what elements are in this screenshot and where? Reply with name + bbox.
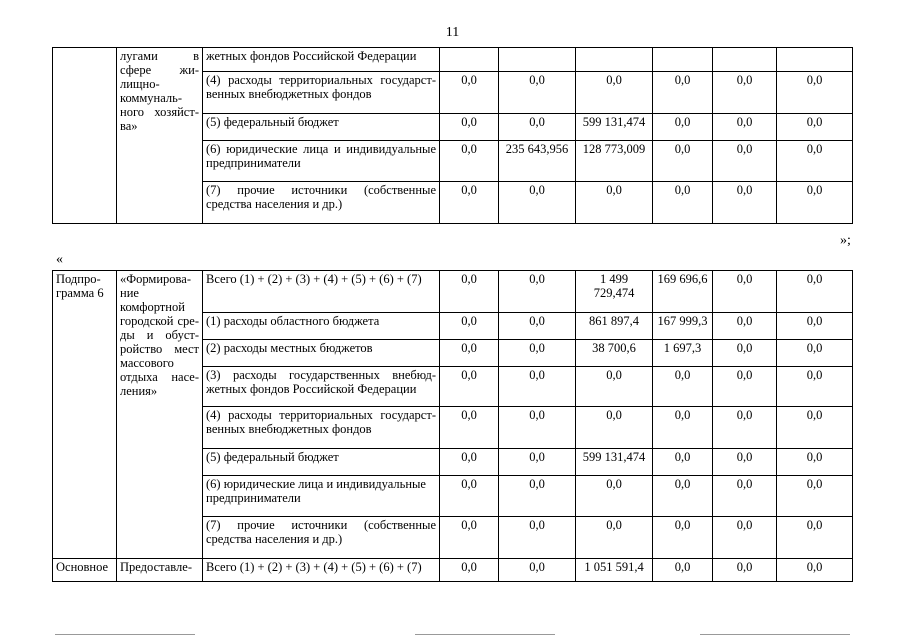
source-label: (5) федеральный бюджет [203,114,440,141]
source-label: (7) прочие источники (собственные средства населения и др.) [203,517,440,559]
value-cell: 0,0 [440,367,499,407]
value-cell: 0,0 [653,517,713,559]
program-label-cell [53,48,117,224]
value-cell: 0,0 [440,559,499,582]
value-cell: 0,0 [777,271,853,313]
source-label: (4) расходы территориальных государственных внебюджетных фондов [203,72,440,114]
value-cell: 128 773,009 [576,141,653,182]
value-cell: 0,0 [777,182,853,224]
source-label: жетных фондов Российской Федерации [203,48,440,72]
budget-table-continued [52,47,853,224]
value-cell: 0,0 [713,271,777,313]
value-cell: 0,0 [440,449,499,476]
value-cell: 0,0 [440,271,499,313]
value-cell: 0,0 [499,517,576,559]
source-label: (7) прочие источники (собственные средства населения и др.) [203,182,440,224]
value-cell: 0,0 [713,313,777,340]
source-label: Всего (1) + (2) + (3) + (4) + (5) + (6) + (7) [203,559,440,582]
value-cell: 861 897,4 [576,313,653,340]
source-label: (6) юридические лица и индивидуальные предприниматели [203,141,440,182]
page-number: 11 [445,25,460,40]
value-cell: 0,0 [653,114,713,141]
value-cell: 0,0 [713,559,777,582]
value-cell [653,48,713,72]
value-cell: 0,0 [713,407,777,449]
source-label: (4) расходы территориальных государственных внебюджетных фондов [203,407,440,449]
value-cell: 0,0 [713,476,777,517]
value-cell: 0,0 [653,559,713,582]
table-row [53,48,853,72]
value-cell: 0,0 [713,114,777,141]
value-cell: 0,0 [777,340,853,367]
value-cell: 38 700,6 [576,340,653,367]
value-cell: 0,0 [440,141,499,182]
value-cell: 0,0 [576,182,653,224]
value-cell: 0,0 [653,476,713,517]
value-cell [777,48,853,72]
opening-quote: « [56,252,63,267]
source-label: Всего (1) + (2) + (3) + (4) + (5) + (6) + (7) [203,271,440,313]
value-cell: 0,0 [777,559,853,582]
value-cell: 0,0 [653,182,713,224]
value-cell: 167 999,3 [653,313,713,340]
value-cell: 0,0 [576,407,653,449]
value-cell: 0,0 [777,476,853,517]
value-cell: 0,0 [440,313,499,340]
value-cell [499,48,576,72]
value-cell: 0,0 [713,449,777,476]
value-cell: 0,0 [499,271,576,313]
value-cell: 0,0 [499,407,576,449]
value-cell: 0,0 [713,72,777,114]
value-cell: 0,0 [777,517,853,559]
value-cell: 0,0 [576,367,653,407]
value-cell: 0,0 [576,72,653,114]
value-cell: 0,0 [777,367,853,407]
value-cell: 0,0 [777,141,853,182]
value-cell: 0,0 [777,114,853,141]
value-cell: 0,0 [499,449,576,476]
source-label: (2) расходы местных бюджетов [203,340,440,367]
table-row [53,271,853,313]
source-label: (5) федеральный бюджет [203,449,440,476]
value-cell: 0,0 [440,182,499,224]
value-cell: 0,0 [440,340,499,367]
value-cell: 0,0 [777,449,853,476]
value-cell: 0,0 [499,340,576,367]
program-name-cell: «Формирование комфортной городской среды и обустройство мест массового отдыха населения» [117,271,203,559]
value-cell: 0,0 [499,313,576,340]
value-cell: 0,0 [653,367,713,407]
program-label-cell: Подпрограмма 6 [53,271,117,559]
value-cell: 0,0 [777,72,853,114]
value-cell: 599 131,474 [576,449,653,476]
value-cell: 599 131,474 [576,114,653,141]
value-cell: 0,0 [653,407,713,449]
value-cell: 0,0 [499,114,576,141]
value-cell: 0,0 [713,367,777,407]
closing-quote: »; [840,233,851,248]
value-cell [713,48,777,72]
value-cell: 0,0 [713,141,777,182]
value-cell: 0,0 [440,114,499,141]
value-cell: 0,0 [713,182,777,224]
value-cell: 0,0 [777,407,853,449]
value-cell: 1 499 729,474 [576,271,653,313]
value-cell: 0,0 [653,449,713,476]
value-cell: 1 697,3 [653,340,713,367]
footer-rule-right [700,634,850,635]
value-cell: 235 643,956 [499,141,576,182]
value-cell: 0,0 [499,559,576,582]
source-label: (3) расходы государственных внебюджетных фондов Российской Федерации [203,367,440,407]
value-cell: 1 051 591,4 [576,559,653,582]
value-cell: 0,0 [440,407,499,449]
value-cell: 0,0 [653,72,713,114]
value-cell: 0,0 [713,517,777,559]
value-cell: 0,0 [440,72,499,114]
value-cell: 0,0 [440,476,499,517]
program-label-cell: Основное [53,559,117,582]
value-cell: 0,0 [576,517,653,559]
table-row [53,559,853,582]
value-cell: 0,0 [440,517,499,559]
value-cell [440,48,499,72]
value-cell: 0,0 [777,313,853,340]
footer-rule-left [55,634,195,635]
value-cell: 0,0 [499,476,576,517]
footer-rule-center [415,634,555,635]
value-cell: 0,0 [499,72,576,114]
value-cell: 0,0 [576,476,653,517]
value-cell: 0,0 [713,340,777,367]
program-name-cell: лугами в сфере жилищно-коммунального хозяйства» [117,48,203,224]
source-label: (6) юридические лица и индивидуальные предприниматели [203,476,440,517]
program-name-cell: Предоставле- [117,559,203,582]
value-cell [576,48,653,72]
budget-table-subprogram-6 [52,270,853,582]
value-cell: 0,0 [499,367,576,407]
value-cell: 0,0 [499,182,576,224]
source-label: (1) расходы областного бюджета [203,313,440,340]
value-cell: 169 696,6 [653,271,713,313]
value-cell: 0,0 [653,141,713,182]
